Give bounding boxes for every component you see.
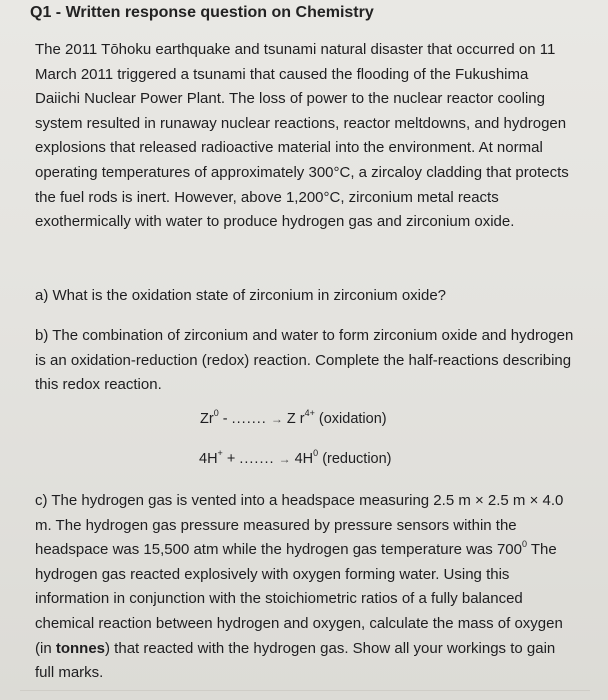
eq2-left: 4H	[199, 451, 218, 467]
question-title: Q1 - Written response question on Chemistry	[30, 4, 374, 21]
eq2-left-sup: +	[217, 448, 223, 459]
part-a-text: a) What is the oxidation state of zirconium in zirconium oxide?	[35, 287, 447, 304]
eq1-left: Zr	[200, 411, 214, 427]
part-c	[35, 489, 575, 686]
part-c-temp-sup: 0	[521, 539, 527, 550]
bottom-divider	[20, 690, 590, 691]
intro-paragraph	[35, 38, 575, 235]
part-c-text-2: The hydrogen gas reacted explosively with oxygen forming water. Using this information in conjunction with the stoichiometric ratios of a fully balanced chemical reaction between hydrogen and oxygen, calculate the mass of oxygen (in	[35, 541, 563, 657]
part-b	[35, 324, 575, 398]
eq1-arrow: →	[270, 412, 283, 426]
eq2-blank: .......	[239, 451, 275, 467]
eq2-separator: +	[226, 451, 236, 467]
eq2-right: 4H	[294, 451, 314, 467]
eq1-right: Z r	[286, 411, 305, 427]
part-c-text	[35, 489, 575, 686]
eq2-right-sup: 0	[313, 448, 319, 459]
eq1-left-sup: 0	[213, 408, 219, 419]
eq1-blank: .......	[231, 411, 267, 427]
oxidation-half-reaction	[200, 408, 387, 427]
eq1-separator: -	[222, 411, 228, 427]
eq1-label: (oxidation)	[318, 411, 387, 427]
part-a	[35, 284, 575, 309]
part-c-text-1: c) The hydrogen gas is vented into a headspace measuring 2.5 m × 2.5 m × 4.0 m. The hydrogen gas pressure measured by pressure sensors within the headspace was 15,500 atm while the hydrogen gas temperature was 700	[35, 492, 564, 559]
eq1-right-sup: 4+	[304, 408, 315, 419]
reduction-half-reaction	[199, 448, 392, 467]
part-c-text-3: ) that reacted with the hydrogen gas. Show all your workings to gain full marks.	[35, 639, 556, 682]
part-c-bold-unit: tonnes	[55, 639, 106, 657]
intro-text: The 2011 Tōhoku earthquake and tsunami natural disaster that occurred on 11 March 2011 triggered a tsunami that caused the flooding of the Fukushima Daiichi Nuclear Power Plant. The loss of power to the nuclear reactor cooling system resulted in runaway nuclear reactions, reactor meltdowns, and hydrogen explosions that released radioactive material into the environment. At normal operating temperatures of approximately 300°C, a zircaloy cladding that protects the fuel rods is inert. However, above 1,200°C, zirconium metal reacts exothermically with water to produce hydrogen gas and zirconium oxide.	[35, 41, 569, 231]
eq2-arrow: →	[278, 452, 291, 466]
eq2-label: (reduction)	[322, 451, 392, 467]
part-b-text: b) The combination of zirconium and water to form zirconium oxide and hydrogen is an oxidation-reduction (redox) reaction. Complete the half-reactions describing this redox reaction.	[35, 327, 574, 394]
